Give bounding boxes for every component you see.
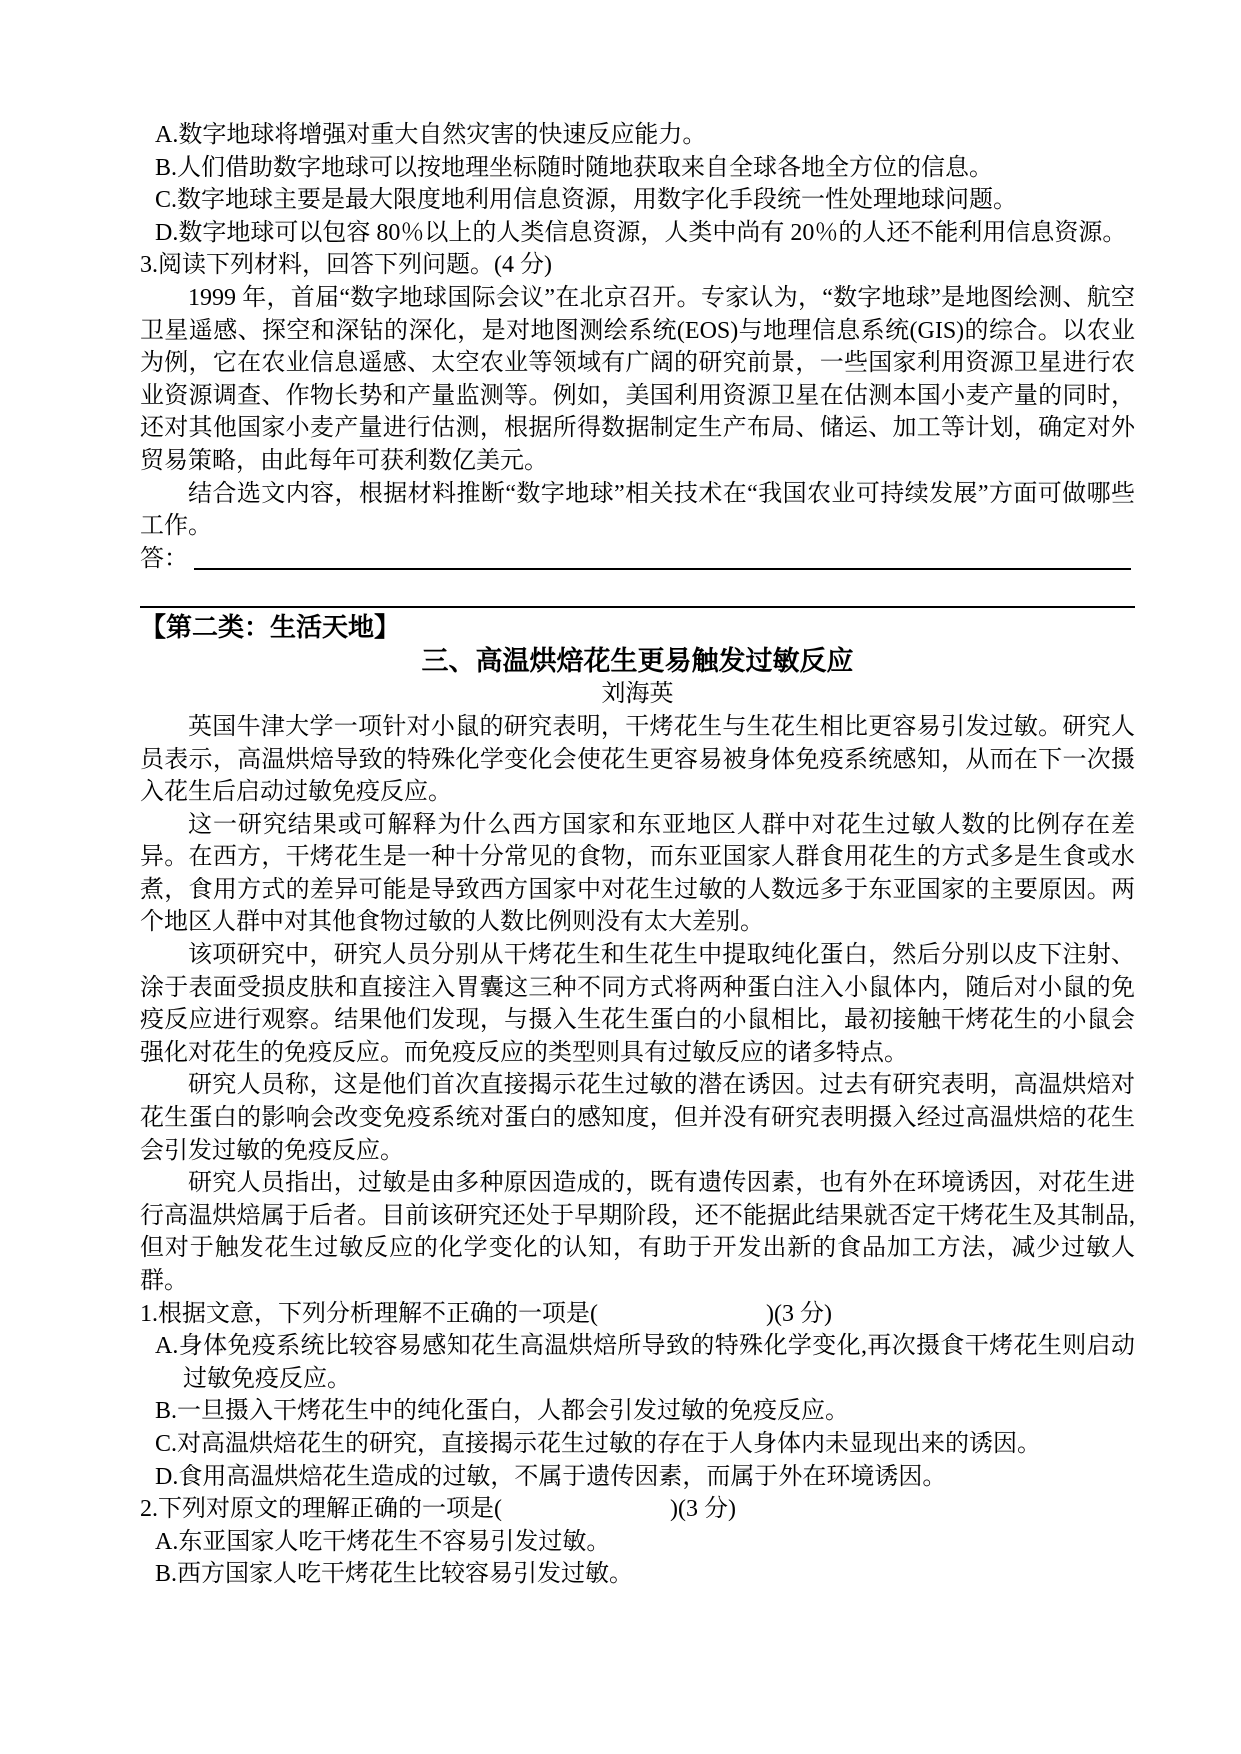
article-title: 三、高温烘焙花生更易触发过敏反应 bbox=[421, 646, 854, 677]
option-row bbox=[155, 1330, 1135, 1395]
question-2-stem: 2.下列对原文的理解正确的一项是( )(3 分) bbox=[140, 1496, 736, 1523]
article-paragraph: 英国牛津大学一项针对小鼠的研究表明，干烤花生与生花生相比更容易引发过敏。研究人员表示，高温烘焙导致的特殊化学变化会使花生更容易被身体免疫系统感知，从而在下一次摄入花生后启动过敏免疫反应。 bbox=[140, 713, 1135, 806]
option-text: 数字地球主要是最大限度地利用信息资源，用数字化手段统一性处理地球问题。 bbox=[177, 187, 1018, 214]
article-paragraph: 研究人员指出，过敏是由多种原因造成的，既有遗传因素，也有外在环境诱因，对花生进行高温烘焙属于后者。目前该研究还处于早期阶段，还不能据此结果就否定干烤花生及其制品,但对于触发花生过敏反应的化学变化的认知，有助于开发出新的食品加工方法，减少过敏人群。 bbox=[140, 1170, 1135, 1294]
option-label: B. bbox=[155, 154, 178, 181]
option-row bbox=[155, 1526, 1135, 1559]
option-text: 对高温烘焙花生的研究，直接揭示花生过敏的存在于人身体内未显现出来的诱因。 bbox=[177, 1430, 1042, 1457]
option-label: C. bbox=[155, 1430, 178, 1457]
option-text: 身体免疫系统比较容易感知花生高温烘焙所导致的特殊化学变化,再次摄食干烤花生则启动过敏免疫反应。 bbox=[178, 1333, 1135, 1392]
question-3-stem: 3.阅读下列材料，回答下列问题。(4 分) bbox=[140, 252, 552, 279]
option-label: A. bbox=[155, 122, 179, 148]
option-label: A. bbox=[155, 1333, 179, 1360]
option-text: 一旦摄入干烤花生中的纯化蛋白，人都会引发过敏的免疫反应。 bbox=[177, 1398, 850, 1425]
article-author: 刘海英 bbox=[601, 681, 674, 708]
article-paragraph: 研究人员称，这是他们首次直接揭示花生过敏的潜在诱因。过去有研究表明，高温烘焙对花生蛋白的影响会改变免疫系统对蛋白的感知度，但并没有研究表明摄入经过高温烘焙的花生会引发过敏的免疫反应。 bbox=[140, 1072, 1135, 1164]
option-text: 数字地球可以包容 80％以上的人类信息资源，人类中尚有 20％的人还不能利用信息资源。 bbox=[178, 219, 1127, 246]
option-row bbox=[155, 1461, 1135, 1494]
section-header: 【第二类：生活天地】 bbox=[140, 612, 401, 643]
option-text: 人们借助数字地球可以按地理坐标随时随地获取来自全球各地全方位的信息。 bbox=[177, 154, 994, 181]
question-1-stem: 1.根据文意，下列分析理解不正确的一项是( )(3 分) bbox=[140, 1300, 832, 1327]
answer-row bbox=[140, 543, 1135, 576]
option-row bbox=[155, 1558, 1135, 1591]
option-label: B. bbox=[155, 1561, 178, 1588]
option-row bbox=[155, 152, 1135, 185]
option-text: 东亚国家人吃干烤花生不容易引发过敏。 bbox=[178, 1528, 611, 1555]
article-paragraph: 这一研究结果或可解释为什么西方国家和东亚地区人群中对花生过敏人数的比例存在差异。在西方，干烤花生是一种十分常见的食物，而东亚国家人群食用花生的方式多是生食或水煮，食用方式的差异可能是导致西方国家中对花生过敏的人数远多于东亚国家的主要原因。两个地区人群中对其他食物过敏的人数比例则没有太大差别。 bbox=[140, 811, 1135, 936]
material-paragraph: 1999 年，首届“数字地球国际会议”在北京召开。专家认为，“数字地球”是地图绘测、航空卫星遥感、探空和深钻的深化，是对地图测绘系统(EOS)与地理信息系统(GIS)的综合。以农业为例，它在农业信息遥感、太空农业等领域有广阔的研究前景，一些国家利用资源卫星进行农业资源调查、作物长势和产量监测等。例如，美国利用资源卫星在估测本国小麦产量的同时，还对其他国家小麦产量进行估测，根据所得数据制定生产布局、储运、加工等计划，确定对外贸易策略，由此每年可获利数亿美元。 bbox=[140, 284, 1135, 474]
option-label: B. bbox=[155, 1398, 178, 1425]
article-paragraph: 该项研究中，研究人员分别从干烤花生和生花生中提取纯化蛋白，然后分别以皮下注射、涂于表面受损皮肤和直接注入胃囊这三种不同方式将两种蛋白注入小鼠体内，随后对小鼠的免疫反应进行观察。结果他们发现，与摄入生花生蛋白的小鼠相比，最初接触干烤花生的小鼠会强化对花生的免疫反应。而免疫反应的类型则具有过敏反应的诸多特点。 bbox=[140, 942, 1135, 1066]
option-row bbox=[155, 119, 1135, 152]
option-label: D. bbox=[155, 1463, 179, 1490]
answer-label: 答： bbox=[140, 545, 188, 572]
option-row bbox=[155, 217, 1135, 250]
option-label: C. bbox=[155, 187, 178, 214]
option-label: A. bbox=[155, 1528, 179, 1555]
option-text: 食用高温烘焙花生造成的过敏，不属于遗传因素，而属于外在环境诱因。 bbox=[178, 1463, 947, 1490]
section-divider bbox=[140, 606, 1135, 608]
answer-blank-line bbox=[194, 567, 1131, 570]
option-row bbox=[155, 184, 1135, 217]
option-row bbox=[155, 1395, 1135, 1428]
option-row bbox=[155, 1428, 1135, 1461]
option-text: 数字地球将增强对重大自然灾害的快速反应能力。 bbox=[178, 122, 707, 148]
option-label: D. bbox=[155, 219, 179, 246]
task-paragraph: 结合选文内容，根据材料推断“数字地球”相关技术在“我国农业可持续发展”方面可做哪些工作。 bbox=[140, 480, 1135, 540]
option-text: 西方国家人吃干烤花生比较容易引发过敏。 bbox=[177, 1561, 634, 1588]
